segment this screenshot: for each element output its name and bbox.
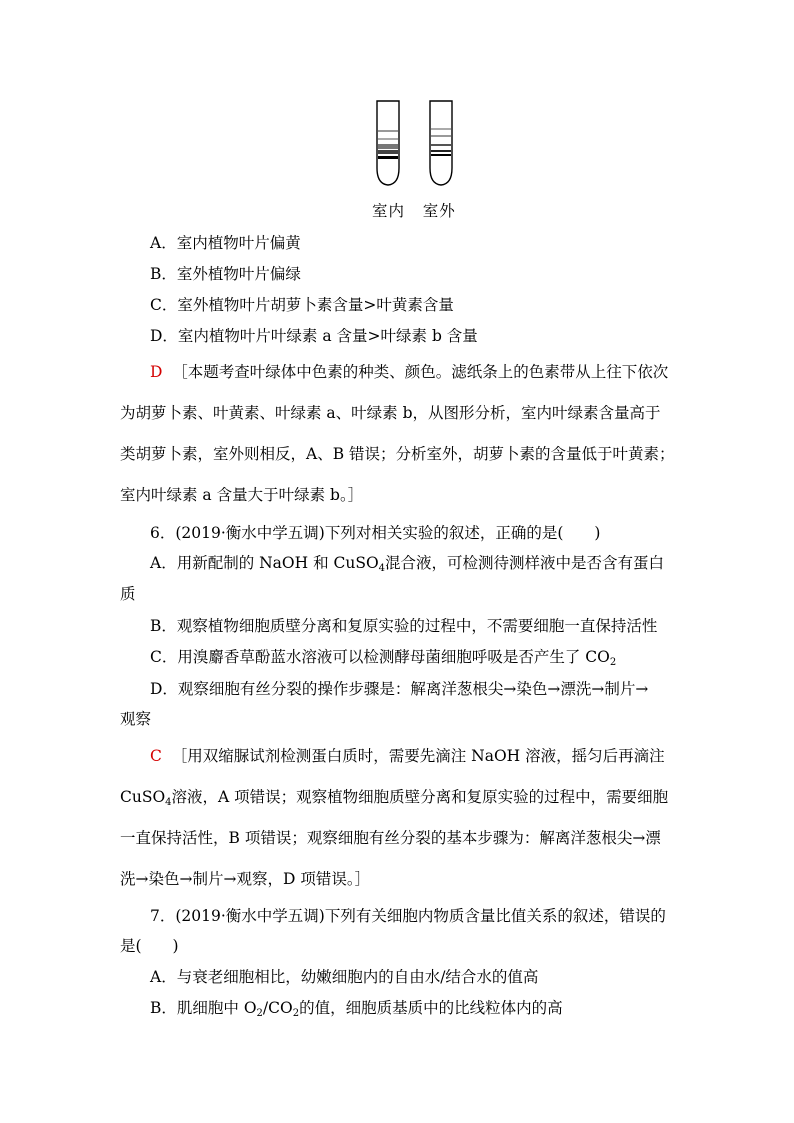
q6-explanation-line-2: CuSO$_4$溶液，A 项错误；观察植物细胞质壁分离和复原实验的过程中，需要细胞 xyxy=(120,788,669,808)
figure-caption xyxy=(372,199,456,221)
q5-explanation-line-2: 为胡萝卜素、叶黄素、叶绿素 a、叶绿素 b，从图形分析，室内叶绿素含量高于 xyxy=(120,404,661,422)
q6-option-a: A．用新配制的 NaOH 和 CuSO$_4$混合液，可检测待测样液中是否含有蛋白 xyxy=(150,554,665,574)
q6-answer: C xyxy=(150,747,162,765)
q5-explanation-line-3: 类胡萝卜素，室外则相反，A、B 错误；分析室外，胡萝卜素的含量低于叶黄素； xyxy=(120,445,675,463)
q7-option-a: A．与衰老细胞相比，幼嫩细胞内的自由水/结合水的值高 xyxy=(150,968,539,986)
q6-explanation-line-1: C ［用双缩脲试剂检测蛋白质时，需要先滴注 NaOH 溶液，摇匀后再滴注 xyxy=(150,747,665,765)
q6-option-d-wrap: 观察 xyxy=(120,710,152,728)
label-outdoor: 室外 xyxy=(422,202,456,220)
q5-explanation-line-1: D ［本题考查叶绿体中色素的种类、颜色。滤纸条上的色素带从上往下依次 xyxy=(150,363,669,381)
q7-stem: 7．(2019·衡水中学五调)下列有关细胞内物质含量比值关系的叙述，错误的 xyxy=(150,907,666,925)
q6-option-a-wrap: 质 xyxy=(120,585,136,603)
q5-option-c: C．室外植物叶片胡萝卜素含量>叶黄素含量 xyxy=(150,296,454,314)
q6-option-c: C．用溴麝香草酚蓝水溶液可以检测酵母菌细胞呼吸是否产生了 $CO_2$ xyxy=(150,648,617,668)
q6-stem: 6．(2019·衡水中学五调)下列对相关实验的叙述，正确的是( ) xyxy=(150,524,601,542)
q6-option-d: D．观察细胞有丝分裂的操作步骤是：解离洋葱根尖→染色→漂洗→制片→ xyxy=(150,680,649,698)
q7-option-b: B．肌细胞中 $O_2/CO_2$的值，细胞质基质中的比线粒体内的高 xyxy=(150,999,563,1019)
q6-option-b: B．观察植物细胞质壁分离和复原实验的过程中，不需要细胞一直保持活性 xyxy=(150,617,658,635)
q7-stem-wrap: 是( ) xyxy=(120,937,179,955)
q5-option-a: A．室内植物叶片偏黄 xyxy=(150,234,301,252)
q6-explanation-line-3: 一直保持活性，B 项错误；观察细胞有丝分裂的基本步骤为：解离洋葱根尖→漂 xyxy=(120,829,661,847)
q5-explanation-line-4: 室内叶绿素 a 含量大于叶绿素 b。］ xyxy=(120,486,364,504)
q5-answer: D xyxy=(150,363,163,381)
q5-option-d: D．室内植物叶片叶绿素 a 含量>叶绿素 b 含量 xyxy=(150,327,478,345)
q6-explanation-line-4: 洗→染色→制片→观察，D 项错误。］ xyxy=(120,870,371,888)
tube-outdoor xyxy=(428,100,454,186)
tube-indoor xyxy=(375,100,401,186)
label-indoor: 室内 xyxy=(372,202,406,220)
q5-option-b: B．室外植物叶片偏绿 xyxy=(150,265,301,283)
chromatography-figure xyxy=(0,0,794,230)
